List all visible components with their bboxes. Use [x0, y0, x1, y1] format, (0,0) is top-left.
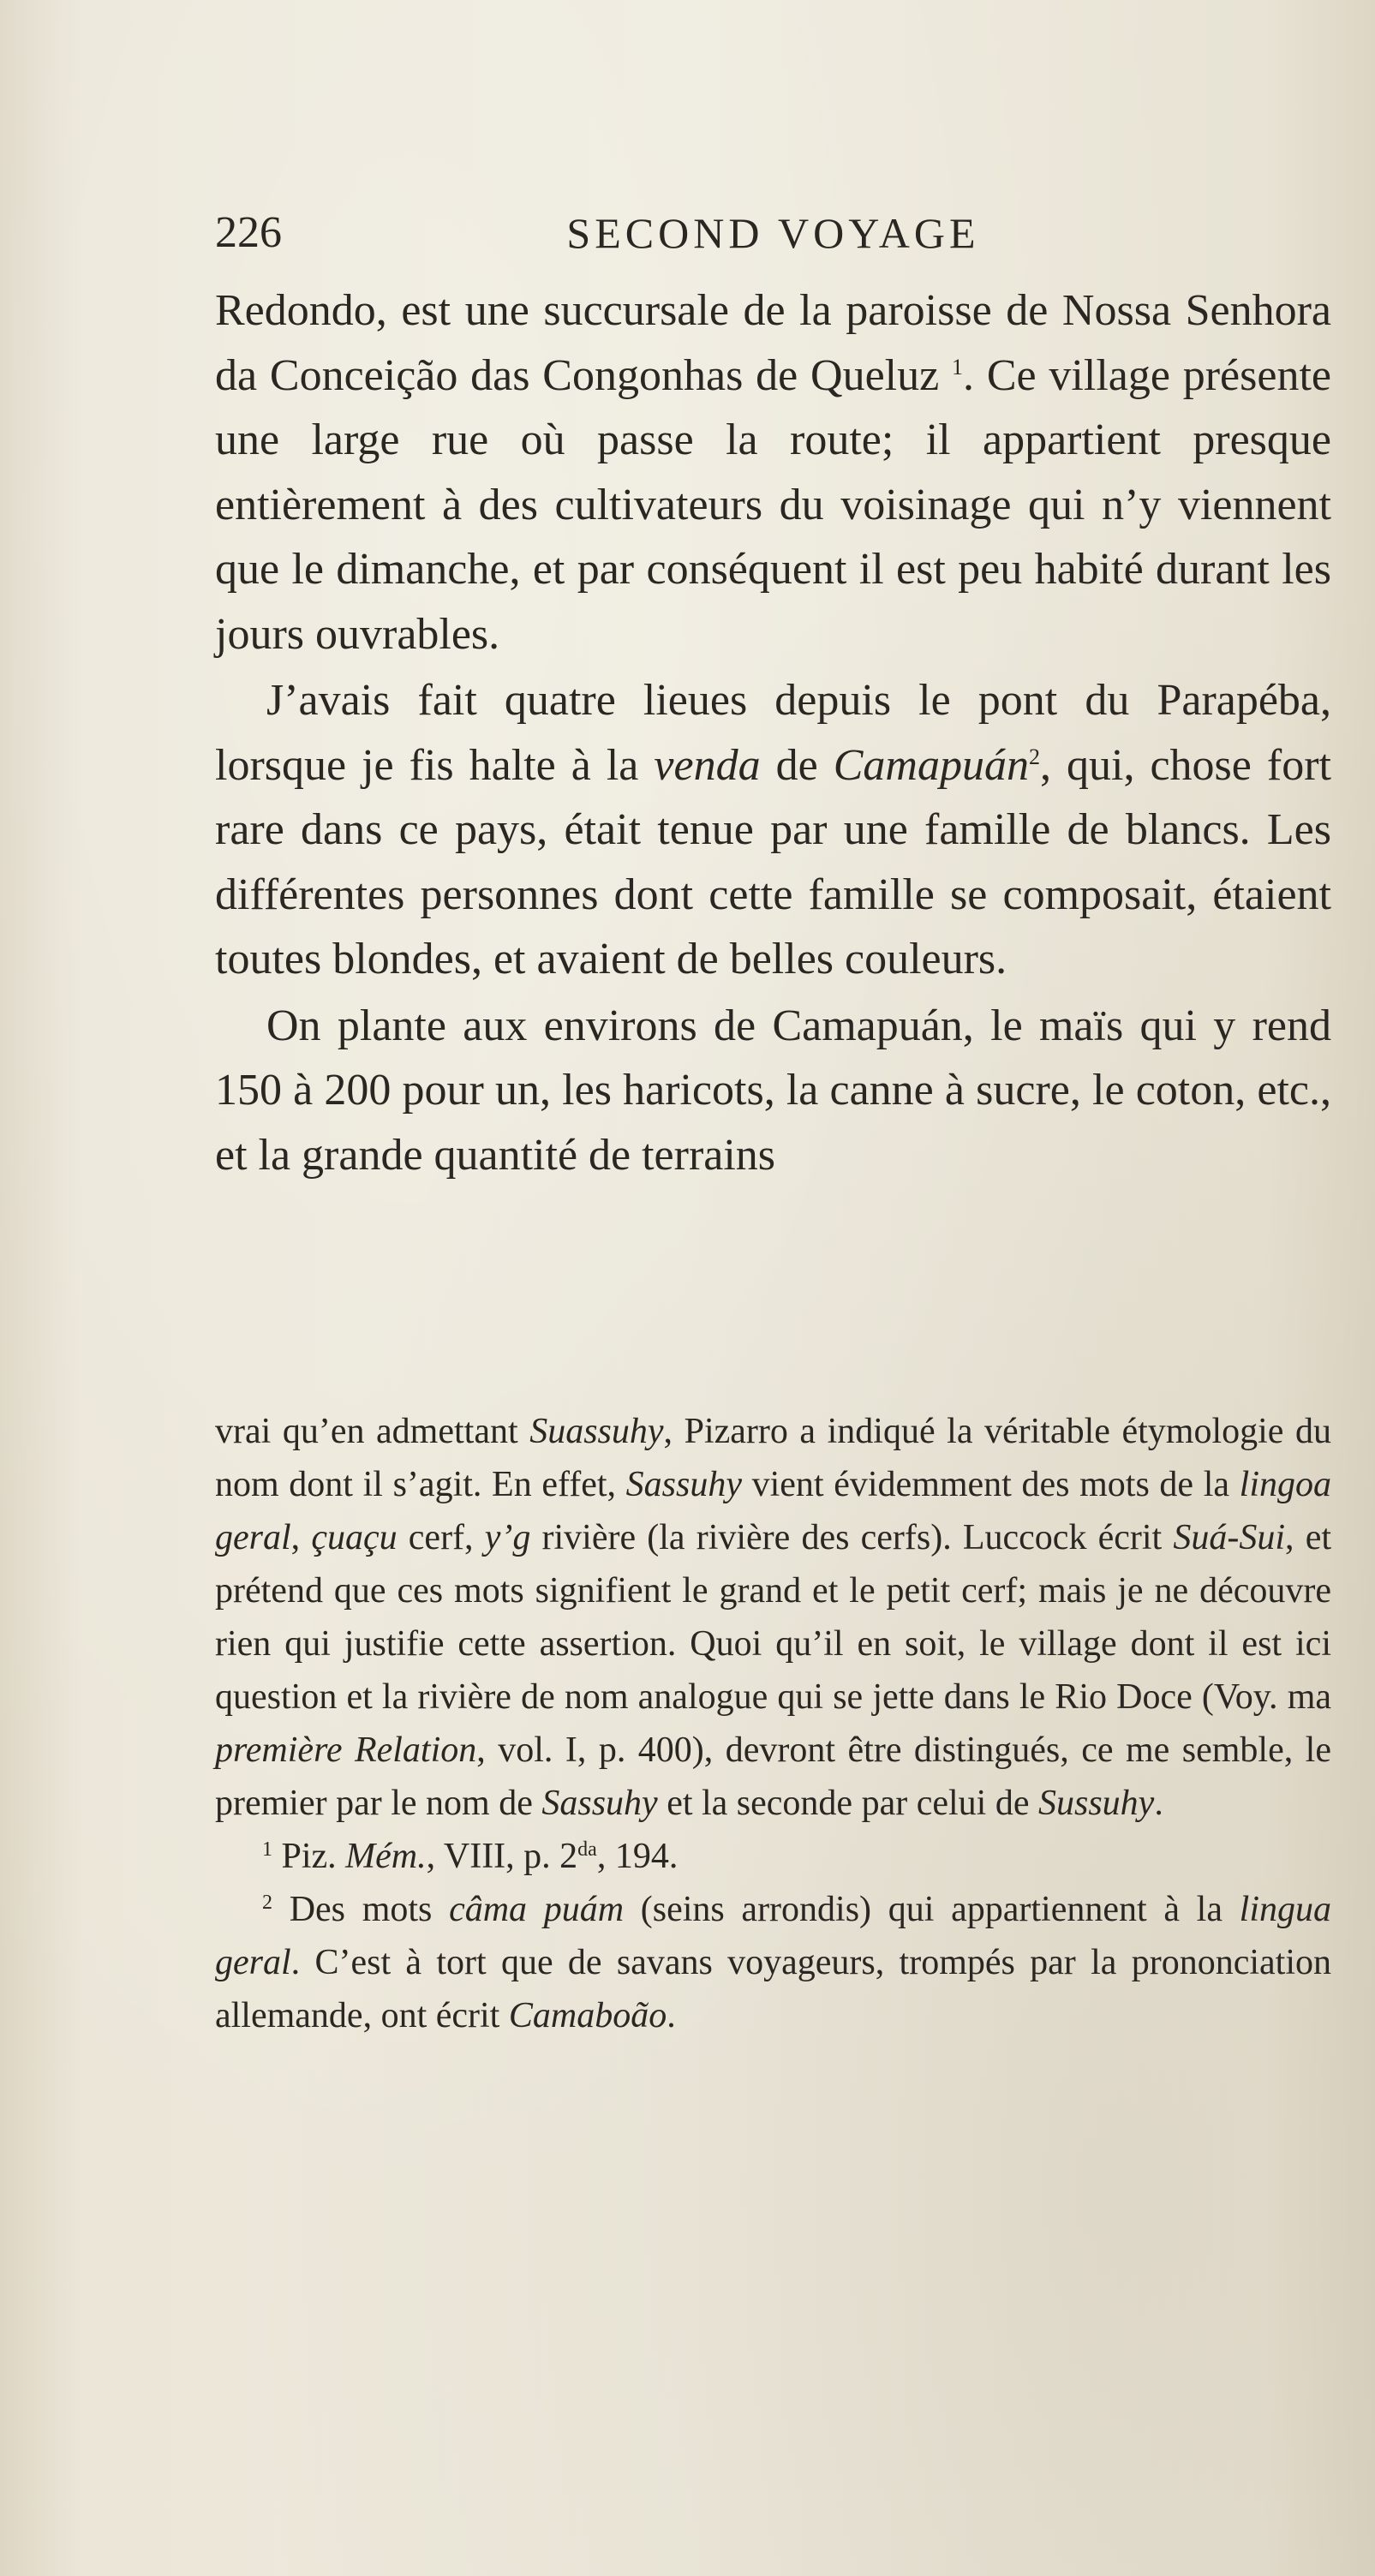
footnote-1-marker: 1: [262, 1838, 272, 1861]
footnote-1: $^1$ Piz. Mém., VIII, p. $2^{da}$, 194.: [262, 1837, 679, 1876]
footnote-2: $^2$ Des mots câma puám (seins arrondis) qui appartiennent à la lingua geral. C’est à tort que de savans voyageurs, trompés par la prononciation allemande, ont écrit Camaboão.: [215, 1890, 1331, 2035]
footnote-continuation: vrai qu’en admettant Suassuhy, Pizarro a indiqué la véritable étymologie du nom dont il s’agit. En effet, Sassuhy vient évidemment des mots de la lingoa geral, çuaçu cerf, y’g rivière (la rivière des cerfs). Luccock écrit Suá-Sui, et prétend que ces mots signifient le grand et le petit cerf; mais je ne découvre rien qui justifie cette assertion. Quoi qu’il en soit, le village dont il est ici question et la rivière de nom analogue qui se jette dans le Rio Doce (Voy. ma première Relation, vol. I, p. 400), devront être distingués, ce me semble, le premier par le nom de Sassuhy et la seconde par celui de Sussuhy.: [215, 1412, 1332, 1823]
footnote-marker-1: 1: [952, 354, 964, 380]
footnote-marker-2: 2: [1028, 744, 1040, 769]
page-header: [215, 202, 1331, 264]
paragraph-3: On plante aux environs de Camapuán, le maïs qui y rend 150 à 200 pour un, les haricots, la canne à sucre, le coton, etc., et la grande quantité de terrains: [215, 1001, 1331, 1180]
running-title: SECOND VOYAGE: [566, 209, 980, 257]
footnote-2-marker: 2: [262, 1892, 272, 1914]
paragraph-2: J’avais fait quatre lieues depuis le pont du Parapéba, lorsque je fis halte à la venda de Camapuán$^2$, qui, chose fort rare dans ce pays, était tenue par une famille de blancs. Les différentes personnes dont cette famille se composait, étaient toutes blondes, et avaient de belles couleurs.: [215, 676, 1331, 983]
main-text: [215, 278, 1331, 1187]
page-number: 226: [215, 208, 282, 257]
footnotes: [215, 1405, 1331, 2042]
paragraph-1: Redondo, est une succursale de la paroisse de Nossa Senhora da Conceição das Congonhas de Queluz $^1$. Ce village présente une large rue où passe la route; il appartient presque entièrement à des cultivateurs du voisinage qui n’y viennent que le dimanche, et par conséquent il est peu habité durant les jours ouvrables.: [215, 286, 1331, 659]
